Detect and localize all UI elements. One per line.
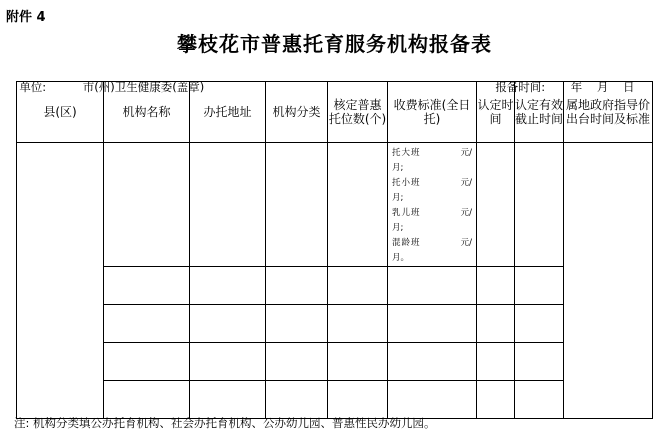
category-cell[interactable] — [266, 267, 328, 305]
fee-item-name: 托大班 — [392, 148, 421, 158]
fee-item-name: 托小班 — [392, 178, 421, 188]
header-approved-slots: 核定普惠托位数(个) — [328, 82, 388, 143]
header-address: 办托地址 — [190, 82, 266, 143]
registration-table — [16, 81, 653, 419]
table-row — [17, 381, 653, 419]
fee-cell[interactable] — [388, 143, 477, 267]
address-cell[interactable] — [190, 143, 266, 267]
fee-item-unit: 元/ — [460, 148, 472, 158]
validity-end-cell[interactable] — [515, 343, 564, 381]
date-day: 日 — [623, 80, 635, 94]
fee-item-name: 混龄班 — [392, 238, 421, 248]
fee-list — [388, 143, 476, 266]
header-county: 县(区) — [17, 82, 104, 143]
page-title: 攀枝花市普惠托育服务机构报备表 — [177, 32, 492, 56]
category-cell[interactable] — [266, 143, 328, 267]
header-guide-price: 属地政府指导价出台时间及标准 — [564, 82, 653, 143]
table-row — [17, 343, 653, 381]
institution-name-cell[interactable] — [104, 267, 190, 305]
fee-item — [392, 176, 474, 206]
guide-price-cell[interactable] — [564, 143, 653, 419]
date-year: 年 — [570, 80, 583, 94]
slots-cell[interactable] — [328, 343, 388, 381]
address-cell[interactable] — [190, 343, 266, 381]
fee-item — [392, 236, 474, 266]
certification-time-cell[interactable] — [477, 381, 515, 419]
fee-cell[interactable] — [388, 267, 477, 305]
validity-end-cell[interactable] — [515, 267, 564, 305]
footnote: 注: 机构分类填公办托育机构、社会办托育机构、公办幼儿园、普惠性民办幼儿园。 — [14, 416, 436, 430]
header-fee-standard: 收费标准(全日托) — [388, 82, 477, 143]
header-category: 机构分类 — [266, 82, 328, 143]
fee-item-unit: 元/ — [460, 238, 472, 248]
header-institution-name: 机构名称 — [104, 82, 190, 143]
table-row — [17, 305, 653, 343]
address-cell[interactable] — [190, 305, 266, 343]
unit-value: 市(州)卫生健康委(盖章) — [82, 80, 205, 94]
category-cell[interactable] — [266, 381, 328, 419]
fee-item-suffix: 月; — [392, 223, 404, 233]
fee-item-suffix: 月; — [392, 193, 404, 203]
fee-item-unit: 元/ — [460, 208, 472, 218]
validity-end-cell[interactable] — [515, 143, 564, 267]
date-month: 月 — [596, 80, 609, 94]
slots-cell[interactable] — [328, 305, 388, 343]
attachment-label: 附件 4 — [6, 10, 46, 25]
slots-cell[interactable] — [328, 267, 388, 305]
fee-cell[interactable] — [388, 305, 477, 343]
certification-time-cell[interactable] — [477, 305, 515, 343]
fee-item — [392, 146, 474, 176]
table-row — [17, 267, 653, 305]
slots-cell[interactable] — [328, 143, 388, 267]
header-validity-end: 认定有效截止时间 — [515, 82, 564, 143]
certification-time-cell[interactable] — [477, 143, 515, 267]
fee-cell[interactable] — [388, 381, 477, 419]
fee-item-name: 乳儿班 — [392, 208, 421, 218]
fee-item-suffix: 月。 — [392, 253, 410, 263]
slots-cell[interactable] — [328, 381, 388, 419]
certification-time-cell[interactable] — [477, 267, 515, 305]
report-time-label: 报备时间: — [495, 80, 546, 94]
validity-end-cell[interactable] — [515, 305, 564, 343]
institution-name-cell[interactable] — [104, 305, 190, 343]
category-cell[interactable] — [266, 305, 328, 343]
validity-end-cell[interactable] — [515, 381, 564, 419]
institution-name-cell[interactable] — [104, 143, 190, 267]
institution-name-cell[interactable] — [104, 343, 190, 381]
fee-item-unit: 元/ — [460, 178, 472, 188]
fee-cell[interactable] — [388, 343, 477, 381]
unit-label: 单位: — [19, 80, 47, 94]
county-cell[interactable] — [17, 143, 104, 419]
fee-item — [392, 206, 474, 236]
address-cell[interactable] — [190, 267, 266, 305]
header-certification-time: 认定时间 — [477, 82, 515, 143]
fee-item-suffix: 月; — [392, 163, 404, 173]
address-cell[interactable] — [190, 381, 266, 419]
category-cell[interactable] — [266, 343, 328, 381]
header-row — [17, 82, 653, 143]
certification-time-cell[interactable] — [477, 343, 515, 381]
table-row — [17, 143, 653, 267]
institution-name-cell[interactable] — [104, 381, 190, 419]
